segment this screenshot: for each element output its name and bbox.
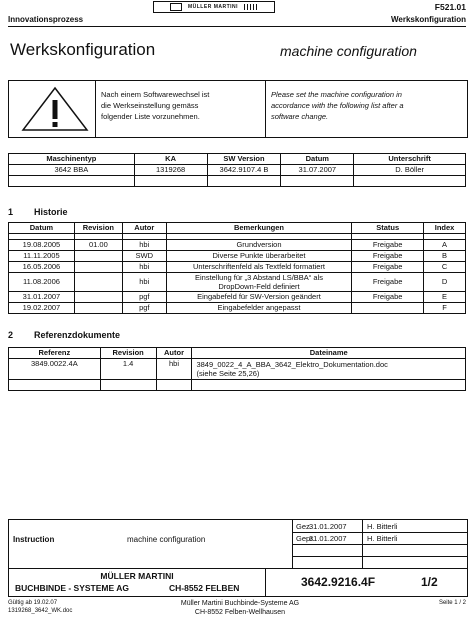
column-header: Datum [281, 154, 354, 165]
table-cell: D. Böller [354, 165, 466, 176]
table-header-row [9, 348, 466, 359]
table-row [9, 359, 466, 380]
warning-triangle-icon [19, 85, 91, 133]
table-cell: D [424, 273, 466, 292]
table-cell: 31.07.2007 [281, 165, 354, 176]
warning-text-german [101, 89, 261, 122]
column-header: Unterschrift [354, 154, 466, 165]
table-cell: F [424, 303, 466, 314]
table-row [9, 176, 466, 187]
warning-box [8, 80, 468, 138]
reference-filename: 3849_0022_4_A_BBA_3642_Elektro_Dokumentation.doc [196, 360, 388, 369]
table-row [9, 303, 466, 314]
table-cell [74, 292, 122, 303]
table-cell: Freigabe [352, 262, 424, 273]
page-title-german: Werkskonfiguration [10, 40, 156, 59]
history-rows [9, 240, 466, 314]
table-cell [352, 303, 424, 314]
table-cell: Diverse Punkte überarbeitet [166, 251, 352, 262]
table-cell [9, 380, 101, 391]
logo-text: MÜLLER MARTINI [187, 4, 239, 10]
table-cell: 3642 BBA [9, 165, 135, 176]
drawn-name: H. Bitterli [367, 522, 398, 531]
header-doc-number: F521.01 [434, 2, 466, 12]
table-row [9, 273, 466, 292]
table-row [9, 380, 466, 391]
warning-text-english [271, 89, 461, 122]
table-cell: Grundversion [166, 240, 352, 251]
section-heading-history: Historie [34, 207, 68, 217]
references-table [8, 347, 466, 391]
block-divider [265, 568, 266, 596]
table-cell [192, 359, 466, 380]
header-doc-title: Werkskonfiguration [391, 15, 466, 24]
table-cell: B [424, 251, 466, 262]
table-cell: 19.08.2005 [9, 240, 75, 251]
table-row [9, 240, 466, 251]
warning-line: software change. [271, 112, 329, 121]
table-cell [134, 176, 207, 187]
column-header: Maschinentyp [9, 154, 135, 165]
table-header-row [9, 223, 466, 234]
footer-filename: 1319268_3642_WK.doc [8, 608, 73, 614]
table-cell: Eingabefeld für SW-Version geändert [166, 292, 352, 303]
logo-bars-icon [244, 4, 258, 10]
warning-line: Please set the machine configuration in [271, 90, 402, 99]
warning-line: folgender Liste vorzunehmen. [101, 112, 200, 121]
table-cell [192, 380, 466, 391]
company-name-line2: BUCHBINDE - SYSTEME AG [15, 583, 129, 593]
drawn-date: 31.01.2007 [309, 522, 347, 531]
table-cell: hbi [156, 359, 192, 380]
table-row [9, 262, 466, 273]
footer-valid-from: Gültig ab 19.02.07 [8, 600, 58, 606]
table-cell: Eingabefelder angepasst [166, 303, 352, 314]
table-cell: pgf [122, 292, 166, 303]
block-divider [9, 568, 467, 569]
table-cell: Freigabe [352, 273, 424, 292]
document-number: 3642.9216.4F [301, 575, 376, 589]
section-heading-references: Referenzdokumente [34, 330, 121, 340]
table-cell: hbi [122, 273, 166, 292]
section-number: 2 [8, 330, 14, 340]
table-cell [9, 176, 135, 187]
company-logo [153, 1, 275, 13]
table-cell: 19.02.2007 [9, 303, 75, 314]
column-header: Autor [122, 223, 166, 234]
instruction-value: machine configuration [127, 535, 206, 544]
header-rule [8, 26, 466, 27]
logo-mark-icon [170, 3, 182, 11]
machine-table [8, 153, 466, 187]
header-process-label: Innovationsprozess [8, 15, 84, 24]
table-cell: 11.08.2006 [9, 273, 75, 292]
column-header: Status [352, 223, 424, 234]
footer-company: Müller Martini Buchbinde-Systeme AG [180, 600, 300, 607]
column-header: KA [134, 154, 207, 165]
table-cell [207, 176, 281, 187]
column-header: Bemerkungen [166, 223, 352, 234]
column-header: Datum [9, 223, 75, 234]
column-header: Autor [156, 348, 192, 359]
table-cell: 31.01.2007 [9, 292, 75, 303]
block-divider [292, 544, 467, 545]
block-divider [292, 556, 467, 557]
footer-page: Seite 1 / 2 [438, 600, 466, 606]
table-cell: E [424, 292, 466, 303]
table-cell [100, 380, 156, 391]
table-cell: 3849.0022.4A [9, 359, 101, 380]
table-cell [281, 176, 354, 187]
warning-line: die Werkseinstellung gemäss [101, 101, 199, 110]
company-city: CH-8552 FELBEN [169, 583, 240, 593]
column-header: Referenz [9, 348, 101, 359]
warning-line: Nach einem Softwarewechsel ist [101, 90, 210, 99]
table-cell: 3642.9107.4 B [207, 165, 281, 176]
table-row [9, 292, 466, 303]
table-cell [156, 380, 192, 391]
table-cell [74, 251, 122, 262]
checked-label: Gepr. [296, 534, 315, 543]
footer-address: CH-8552 Felben-Wellhausen [194, 609, 286, 616]
table-header-row [9, 154, 466, 165]
table-row [9, 251, 466, 262]
column-header: Revision [100, 348, 156, 359]
table-cell: Unterschriftenfeld als Textfeld formatiert [166, 262, 352, 273]
page-title-english: machine configuration [280, 43, 417, 59]
checked-name: H. Bitterli [367, 534, 398, 543]
table-cell: hbi [122, 240, 166, 251]
warning-divider [95, 81, 96, 137]
table-cell [74, 262, 122, 273]
reference-note: (siehe Seite 25,26) [196, 369, 260, 378]
table-cell: 1319268 [134, 165, 207, 176]
block-divider [292, 532, 467, 533]
column-header: Index [424, 223, 466, 234]
table-cell: 1.4 [100, 359, 156, 380]
table-cell [74, 303, 122, 314]
table-cell: 01.00 [74, 240, 122, 251]
table-cell-line: DropDown-Feld definiert [218, 282, 300, 291]
table-cell: C [424, 262, 466, 273]
column-header: SW Version [207, 154, 281, 165]
table-cell: 11.11.2005 [9, 251, 75, 262]
table-row [9, 165, 466, 176]
title-block [8, 519, 468, 597]
company-name: MÜLLER MARTINI [100, 571, 174, 581]
table-cell [354, 176, 466, 187]
table-cell: SWD [122, 251, 166, 262]
page-indicator: 1/2 [421, 575, 438, 589]
section-number: 1 [8, 207, 14, 217]
table-cell: A [424, 240, 466, 251]
warning-divider [265, 81, 266, 137]
history-table [8, 222, 466, 314]
table-cell-line: Einstellung für „3 Abstand LS/BBA“ als [194, 273, 323, 282]
warning-line: accordance with the following list after a [271, 101, 404, 110]
table-cell: Freigabe [352, 292, 424, 303]
table-cell: 16.05.2006 [9, 262, 75, 273]
table-cell: Freigabe [352, 240, 424, 251]
checked-date: 31.01.2007 [309, 534, 347, 543]
drawn-label: Gez. [296, 522, 312, 531]
table-cell [74, 273, 122, 292]
column-header: Revision [74, 223, 122, 234]
table-cell: Freigabe [352, 251, 424, 262]
table-cell: hbi [122, 262, 166, 273]
instruction-label: Instruction [13, 535, 55, 544]
column-header: Dateiname [192, 348, 466, 359]
table-cell [166, 273, 352, 292]
table-cell: pgf [122, 303, 166, 314]
